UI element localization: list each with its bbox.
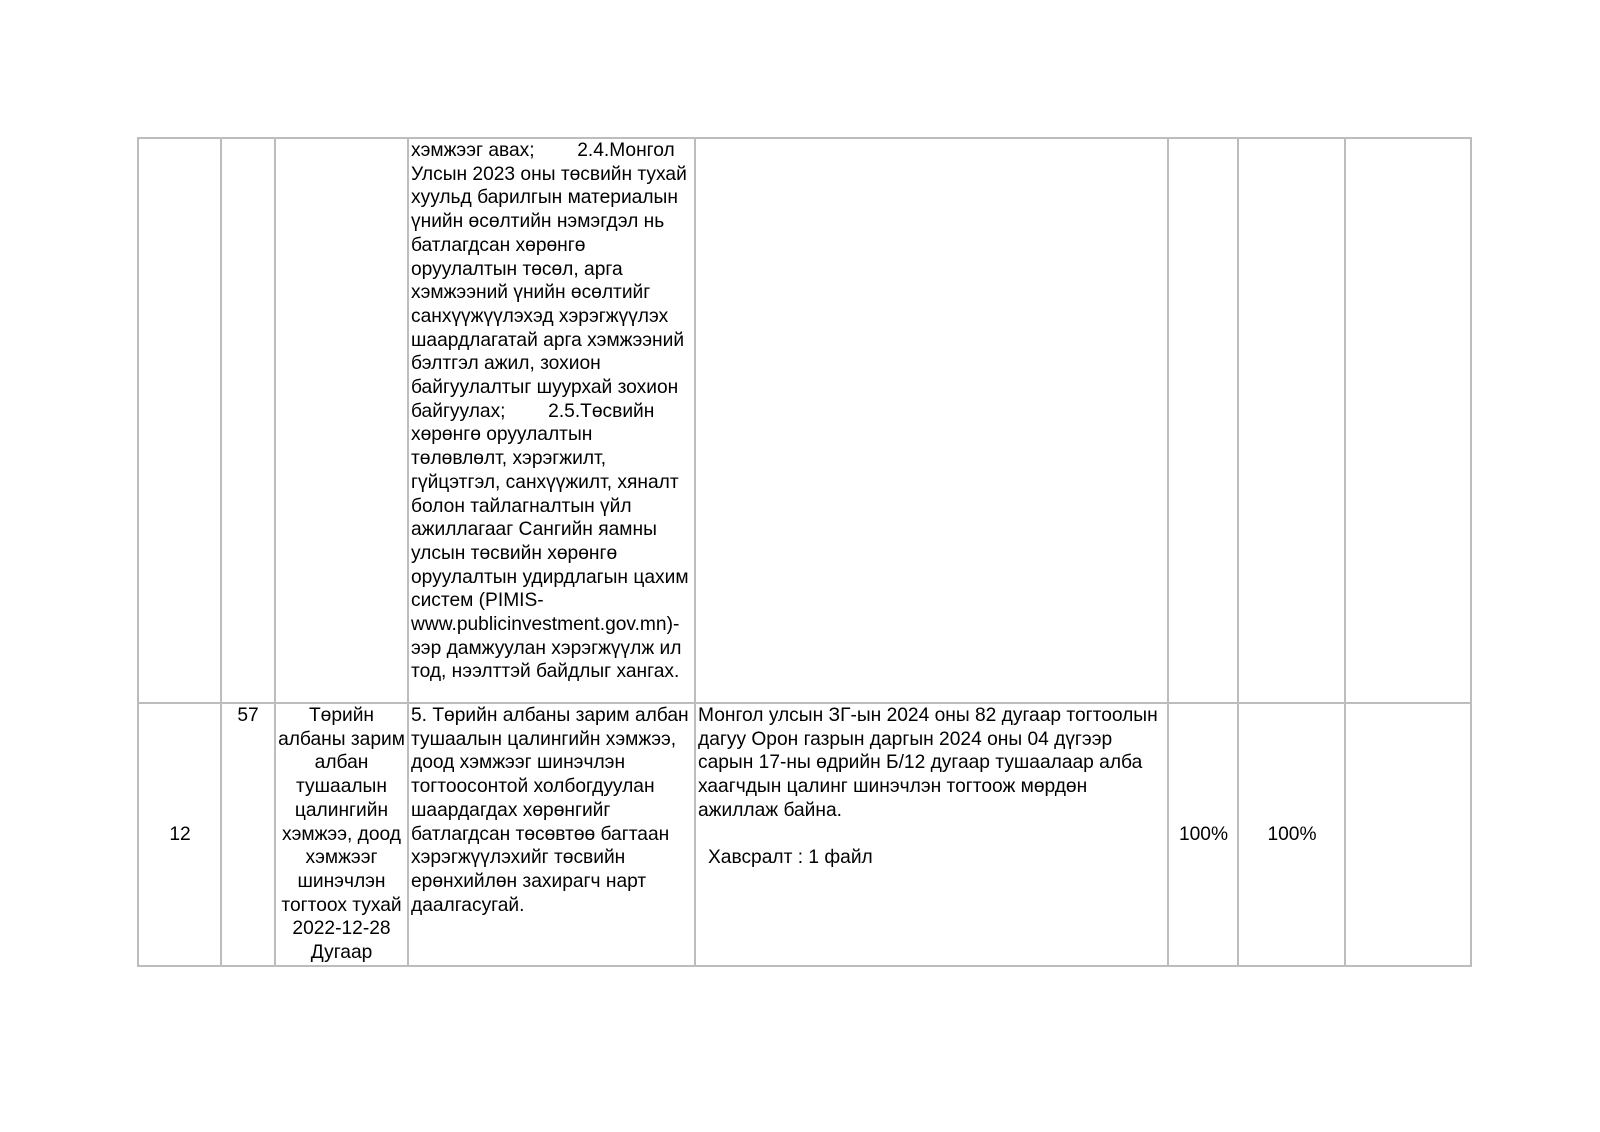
decree-title: Төрийн албаны зарим албан тушаалын цалингийн хэмжээ, доод хэмжээг шинэчлэн тогтоох тухай 2022-12-28 Дугаар [278, 705, 405, 964]
table-row [138, 703, 1471, 966]
cell-implementation [695, 703, 1168, 966]
cell-instruction [408, 703, 695, 966]
cell-implementation [695, 138, 1168, 703]
instruction-text: хэмжээг авах; 2.4.Монгол Улсын 2023 оны төсвийн тухай хуульд барилгын материалын үнийн өсөлтийн нэмэгдэл нь батлагдсан хөрөнгө оруулалтын төсөл, арга хэмжээний үнийн өсөлтийг санхүүжүүлэхэд хэрэгжүүлэх шаардлагатай арга хэмжээний бэлтгэл ажил, зохион байгуулалтыг шуурхай зохион байгуулах; 2.5.Төсвийн хөрөнгө оруулалтын төлөвлөлт, хэрэгжилт, гүйцэтгэл, санхүүжилт, хяналт болон тайлагналтын үйл ажиллагааг Сангийн яамны улсын төсвийн хөрөнгө оруулалтын удирдлагын цахим систем (PIMIS-www.publicinvestment.gov.mn)-ээр дамжуулан хэрэгжүүлж ил тод, нээлттэй байдлыг хангах. [411, 140, 694, 683]
instruction-text: 5. Төрийн албаны зарим албан тушаалын цалингийн хэмжээ, доод хэмжээг шинэчлэн тогтоосонтой холбогдуулан шаардагдах хөрөнгийг батлагдсан төсөвтөө багтаан хэрэгжүүлэхийг төсвийн ерөнхийлөн захирагч нарт даалгасугай. [411, 705, 689, 916]
decree-number: 57 [237, 705, 259, 726]
cell-number [138, 703, 221, 966]
cell-assessment-1 [1168, 703, 1238, 966]
assessment-2-value: 100% [1267, 823, 1317, 845]
cell-assessment-1 [1168, 138, 1238, 703]
table-row [138, 138, 1471, 703]
attachment-label: Хавсралт : 1 файл [708, 847, 873, 869]
cell-decree-title [275, 703, 408, 966]
cell-decree-number [221, 703, 275, 966]
implementation-text: Монгол улсын ЗГ-ын 2024 оны 82 дугаар тогтоолын дагуу Орон газрын даргын 2024 оны 04 дүгээр сарын 17-ны өдрийн Б/12 дугаар тушаалаар алба хаагчдын цалинг шинэчлэн тогтоож мөрдөн ажиллаж байна. [698, 705, 1158, 821]
cell-note [1345, 703, 1471, 966]
row-number: 12 [169, 823, 191, 845]
cell-number [138, 138, 221, 703]
cell-decree-title [275, 138, 408, 703]
assessment-1-value: 100% [1178, 823, 1229, 845]
cell-instruction [408, 138, 695, 703]
cell-note [1345, 138, 1471, 703]
cell-assessment-2 [1238, 138, 1345, 703]
report-table [137, 137, 1472, 967]
cell-decree-number [221, 138, 275, 703]
cell-assessment-2 [1238, 703, 1345, 966]
